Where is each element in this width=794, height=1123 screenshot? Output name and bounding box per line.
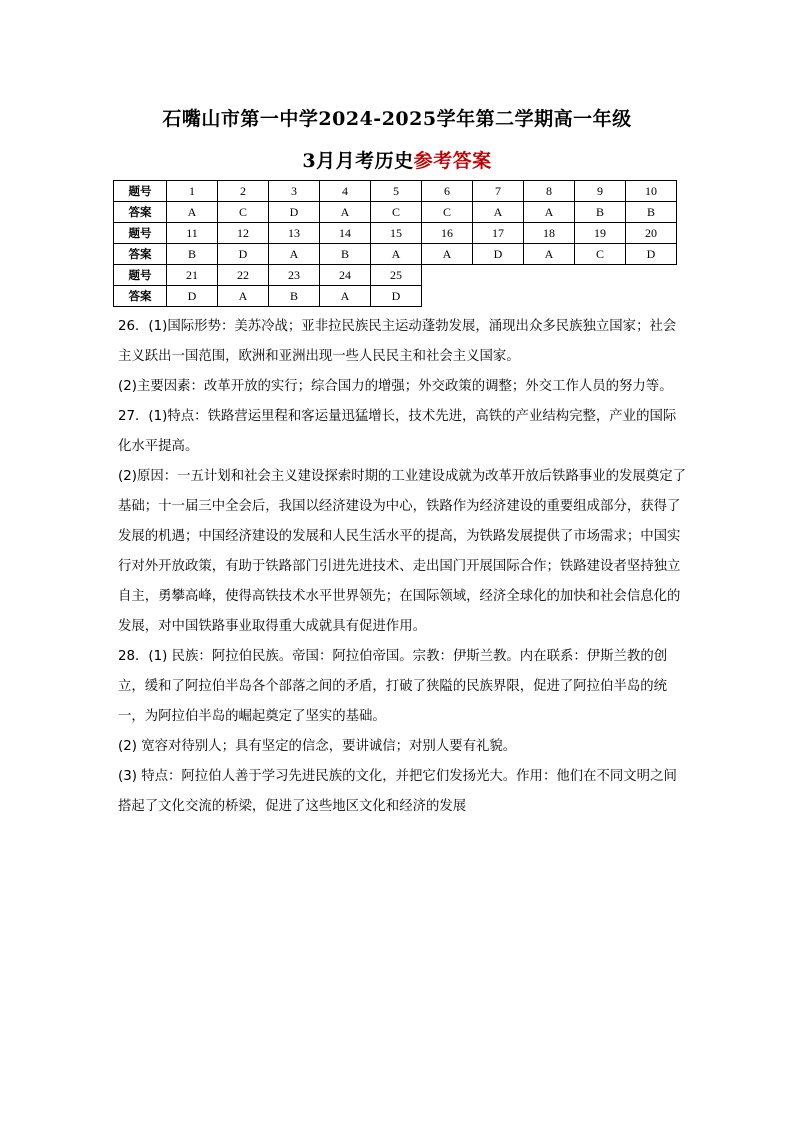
- row-label: 题号: [114, 181, 167, 202]
- table-cell: D: [218, 244, 269, 265]
- answer-26-2: (2)主要因素：改革开放的实行；综合国力的增强；外交政策的调整；外交工作人员的努力等。: [118, 379, 673, 394]
- table-cell: C: [218, 202, 269, 223]
- table-cell: 2: [218, 181, 269, 202]
- table-cell: 10: [626, 181, 677, 202]
- document-subtitle: [0, 146, 794, 173]
- answer-28-2: (2) 宽容对待别人；具有坚定的信念，要讲诚信；对别人要有礼貌。: [118, 739, 517, 754]
- table-cell: A: [371, 244, 422, 265]
- table-cell: 3: [269, 181, 320, 202]
- answer-table: [113, 180, 677, 307]
- table-row: [114, 244, 677, 265]
- table-cell-empty: [473, 265, 524, 286]
- table-cell-empty: [626, 286, 677, 307]
- table-cell: C: [371, 202, 422, 223]
- answer-26-1: 26．(1)国际形势：美苏冷战；亚非拉民族民主运动蓬勃发展，涌现出众多民族独立国家；社会主义跃出一国范围，欧洲和亚洲出现一些人民民主和社会主义国家。: [118, 319, 677, 364]
- table-cell-empty: [524, 286, 575, 307]
- table-cell: B: [626, 202, 677, 223]
- answer-28-1: 28．(1) 民族：阿拉伯民族。帝国：阿拉伯帝国。宗教：伊斯兰教。内在联系：伊斯兰教的创立，缓和了阿拉伯半岛各个部落之间的矛盾，打破了狭隘的民族界限，促进了阿拉伯半岛的统一，为阿拉伯半岛的崛起奠定了坚实的基础。: [118, 649, 668, 724]
- answer-27-1: 27．(1)特点：铁路营运里程和客运量迅猛增长，技术先进，高铁的产业结构完整，产业的国际化水平提高。: [118, 409, 677, 454]
- row-label: 题号: [114, 265, 167, 286]
- table-cell-empty: [422, 286, 473, 307]
- table-cell: 25: [371, 265, 422, 286]
- table-cell: 23: [269, 265, 320, 286]
- table-cell: B: [167, 244, 218, 265]
- table-cell: 19: [575, 223, 626, 244]
- table-cell-empty: [473, 286, 524, 307]
- table-cell: D: [167, 286, 218, 307]
- table-cell: C: [575, 244, 626, 265]
- row-label: 题号: [114, 223, 167, 244]
- table-cell: B: [575, 202, 626, 223]
- table-cell: 9: [575, 181, 626, 202]
- table-row: [114, 181, 677, 202]
- table-cell-empty: [422, 265, 473, 286]
- table-cell-empty: [626, 265, 677, 286]
- table-row: [114, 202, 677, 223]
- row-label: 答案: [114, 244, 167, 265]
- table-row: [114, 265, 677, 286]
- table-cell: 11: [167, 223, 218, 244]
- table-cell: A: [320, 202, 371, 223]
- table-cell: D: [269, 202, 320, 223]
- table-cell: 1: [167, 181, 218, 202]
- answer-28-3: (3) 特点：阿拉伯人善于学习先进民族的文化，并把它们发扬光大。作用：他们在不同文明之间搭起了文化交流的桥梁，促进了这些地区文化和经济的发展: [118, 769, 677, 814]
- table-cell: 6: [422, 181, 473, 202]
- table-cell: B: [320, 244, 371, 265]
- table-cell: 17: [473, 223, 524, 244]
- table-cell: 16: [422, 223, 473, 244]
- answer-27-2: (2)原因：一五计划和社会主义建设探索时期的工业建设成就为改革开放后铁路事业的发展奠定了基础；十一届三中全会后，我国以经济建设为中心，铁路作为经济建设的重要组成部分，获得了发展的机遇；中国经济建设的发展和人民生活水平的提高，为铁路发展提供了市场需求；中国实行对外开放政策，有助于铁路部门引进先进技术、走出国门开展国际合作；铁路建设者坚持独立自主，勇攀高峰，使得高铁技术水平世界领先；在国际领域，经济全球化的加快和社会信息化的发展，对中国铁路事业取得重大成就具有促进作用。: [118, 469, 686, 634]
- table-cell: A: [269, 244, 320, 265]
- table-cell: D: [626, 244, 677, 265]
- table-cell-empty: [524, 265, 575, 286]
- table-cell: A: [320, 286, 371, 307]
- row-label: 答案: [114, 202, 167, 223]
- table-cell: 21: [167, 265, 218, 286]
- table-row: [114, 223, 677, 244]
- table-cell: 22: [218, 265, 269, 286]
- table-cell: A: [524, 202, 575, 223]
- table-cell: 7: [473, 181, 524, 202]
- table-cell: 5: [371, 181, 422, 202]
- table-cell: 8: [524, 181, 575, 202]
- table-cell: A: [473, 202, 524, 223]
- table-cell: 4: [320, 181, 371, 202]
- table-cell: 14: [320, 223, 371, 244]
- table-cell: A: [524, 244, 575, 265]
- table-cell-empty: [575, 265, 626, 286]
- subtitle-exam: 3月月考历史: [302, 150, 414, 172]
- table-row: [114, 286, 677, 307]
- table-cell: 24: [320, 265, 371, 286]
- table-cell: A: [422, 244, 473, 265]
- table-cell: 18: [524, 223, 575, 244]
- table-cell: B: [269, 286, 320, 307]
- table-cell: 20: [626, 223, 677, 244]
- subtitle-answer-key: 参考答案: [413, 150, 492, 172]
- document-title: 石嘴山市第一中学2024-2025学年第二学期高一年级: [162, 108, 632, 130]
- table-cell-empty: [575, 286, 626, 307]
- table-cell: C: [422, 202, 473, 223]
- table-cell: D: [371, 286, 422, 307]
- table-cell: A: [167, 202, 218, 223]
- answer-body: [118, 312, 688, 822]
- row-label: 答案: [114, 286, 167, 307]
- table-cell: 15: [371, 223, 422, 244]
- table-cell: D: [473, 244, 524, 265]
- table-cell: A: [218, 286, 269, 307]
- table-cell: 12: [218, 223, 269, 244]
- table-cell: 13: [269, 223, 320, 244]
